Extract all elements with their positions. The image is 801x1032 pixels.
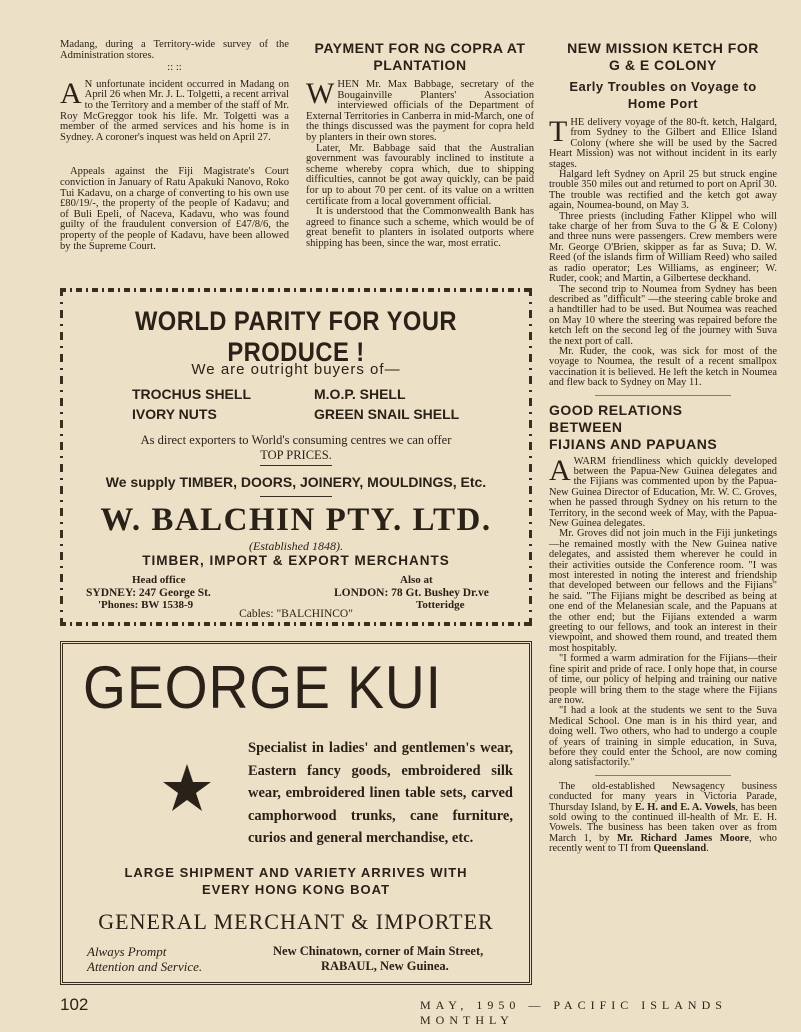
kui-always-l2: Attention and Service. xyxy=(87,959,203,974)
ad-item-snail: GREEN SNAIL SHELL xyxy=(314,406,460,422)
article-title-ketch: NEW MISSION KETCH FOR G & E COLONY xyxy=(567,40,759,73)
article-appeals: Appeals against the Fiji Magistrate's Court conviction in January of Ratu Apakuki Nanovo, Roko Tui Kadavu, on a charge of converting to his own use £80/19/-, the property of the people of Kadavu; and of Buli Epeli, of Naceva, Kadavu, who was found guilty of the fraudulent conversion of £47/8/6, the property of the people of Kadavu, have been allowed by the Supreme Court. xyxy=(60,166,289,252)
article-subtitle-ketch: Early Troubles on Voyage to Home Port xyxy=(569,79,757,111)
george-kui-advertisement xyxy=(60,641,532,985)
intro-text: Madang, during a Territory-wide survey of the Administration stores. xyxy=(60,39,289,61)
kui-shipment-l2: EVERY HONG KONG BOAT xyxy=(201,882,391,897)
kui-name: GEORGE KUI xyxy=(83,654,442,721)
ad-established: (Established 1848). xyxy=(249,539,343,553)
article-copra-p1: WHEN Mr. Max Babbage, secretary of the Bougainville Planters' Association interviewed officials of the Department of External Territories in Canberra in mid-March, one of the things discussed was the payment for copra held by planters in their own stores. xyxy=(306,77,534,143)
article-ketch-p4: The second trip to Noumea from Sydney has been described as "difficult" —the steering cable broke and a handtiller had to be used. But Noumea was reached on May 10 where the steering was repaired before the ketch left on the second leg of the journey with Suva the next port of call. xyxy=(549,283,777,347)
ad-rule xyxy=(260,496,332,497)
article-relations-p4: "I had a look at the students we sent to the Suva Medical School. One man is in his third year, and doing well. Two others, who had to undergo a couple of years of training in simple education, in Suva, before they could enter the School, are now coming along satisfactorily." xyxy=(549,705,777,769)
ad-headline: WORLD PARITY FOR YOUR PRODUCE ! xyxy=(134,306,458,367)
article-ketch-p3: Three priests (including Father Klippel who will take charge of her from Suva to the G & E Colony) and three nuns were passengers. Crew members were Mr. George O'Brien, skipper as far as Suva; D. W. Reed (of the islands firm of William Reed) who sailed as radio operator; Les Williams, as engineer; W. Ruder, cook; and Martin, a Gilbertese deckhand. xyxy=(549,210,777,285)
ad-merchants: TIMBER, IMPORT & EXPORT MERCHANTS xyxy=(142,553,450,568)
kui-address-l2: RABAUL, New Guinea. xyxy=(321,959,449,973)
page-footer: MAY, 1950 — PACIFIC ISLANDS MONTHLY xyxy=(420,998,727,1027)
ad-phones: 'Phones: BW 1538-9 xyxy=(98,599,194,611)
article-copra-p3: It is understood that the Commonwealth Bank has agreed to finance such a scheme, which would be of great benefit to planters in isolated outports where shipping has been, since the war, most erratic. xyxy=(306,206,534,249)
article-tolgetti: A N unfortunate incident occurred in Madang on April 26 when Mr. J. L. Tolgetti, a recent arrival to the Territory and a member of the staff of Mr. Roy McGreggor took his life. Mr. Tolgetti was a member of the armed services and his home is in Sydney. A coroner's inquest was held on April 27. xyxy=(60,76,289,143)
article-title-relations: GOOD RELATIONS BETWEEN FIJIANS AND PAPUANS xyxy=(549,401,718,452)
article-ketch-p5: Mr. Ruder, the cook, was sick for most of the voyage to Noumea, the result of a recent smallpox vaccination it is believed. He left the ketch in Noumea and flew back to Sydney on May 11. xyxy=(549,345,777,389)
ad-rule xyxy=(260,465,332,466)
column-2 xyxy=(306,40,534,250)
ad-top-prices: TOP PRICES. xyxy=(260,448,332,462)
ad-also-at: Also at xyxy=(400,574,433,586)
article-relations-p1: AWARM friendliness which quickly developed between the Papua-New Guinea delegates and the Fijians was commented upon by the Papua-New Guinea Director of Education, Mr. W. C. Groves, when he passed through Sydney on his return to the Territory, in the second week of May, with the Papua-New Guinea delegates. xyxy=(549,453,777,529)
ad-cables: Cables: "BALCHINCO" xyxy=(239,608,353,620)
ad-company: W. BALCHIN PTY. LTD. xyxy=(100,502,492,538)
page-number: 102 xyxy=(60,995,89,1014)
kui-always-l1: Always Prompt xyxy=(87,944,167,959)
divider-rule xyxy=(595,395,732,396)
kui-address-l1: New Chinatown, corner of Main Street, xyxy=(273,944,484,958)
divider: :: :: xyxy=(167,62,182,74)
star-icon xyxy=(161,762,213,814)
article-ketch-p2: Halgard left Sydney on April 25 but struck engine trouble 350 miles out and returned to port on April 30. The trouble was rectified and the ketch got away again, Noumea-bound, on May 3. xyxy=(549,169,777,212)
kui-shipment-l1: LARGE SHIPMENT AND VARIETY ARRIVES WITH xyxy=(124,865,468,880)
column-3 xyxy=(549,40,777,855)
ad-supply: We supply TIMBER, DOORS, JOINERY, MOULDINGS, Etc. xyxy=(105,474,487,490)
article-ketch-p1: THE delivery voyage of the 80-ft. ketch, Halgard, from Sydney to the Gilbert and Ellice Island Colony (where she will be used by the Sacred Heart Mission) was not without incident in its early stages. xyxy=(549,115,777,170)
article-relations-p3: "I formed a warm admiration for the Fijians—their fine spirit and pride of race. I only hope that, in course of time, our policy of helping and training our native people will bring them to the stage where the Fijians are now. xyxy=(549,653,777,706)
ad-sydney: SYDNEY: 247 George St. xyxy=(86,587,211,599)
kui-general-merchant: GENERAL MERCHANT & IMPORTER xyxy=(98,909,494,934)
ad-totteridge: Totteridge xyxy=(416,599,465,611)
ad-exporters: As direct exporters to World's consuming centres we can offer xyxy=(140,433,452,447)
drop-cap: A xyxy=(60,76,82,110)
ad-item-ivory: IVORY NUTS xyxy=(132,406,217,422)
balchin-advertisement xyxy=(60,288,532,626)
article-relations-p2: Mr. Groves did not join much in the Fiji junketings—he remained mostly with the New Guinea native delegates, and assisted them wherever he could in their activities outside the Conference room. "I was most interested in noting the interest and friendship that developed between our fellows and the Fijians" he said. "The Fijians might be described as being at one end of the Melanesian scale, and the Papuans at the other end; but the Fijians extended a warm greeting to our fellows, and took an interest in their viewpoint, and showed them round, and treated them most hospitably. xyxy=(549,528,777,654)
ad-border-top xyxy=(60,288,532,292)
ad-item-mop: M.O.P. SHELL xyxy=(314,386,406,402)
column-1 xyxy=(60,40,289,252)
article-title: PAYMENT FOR NG COPRA AT PLANTATION xyxy=(314,40,526,73)
ad-border-bottom xyxy=(60,622,532,626)
ad-item-trochus: TROCHUS SHELL xyxy=(132,386,251,402)
article-newsagency: The old-established Newsagency business conducted for many years in Victoria Parade, Thursday Island, by E. H. and E. A. Vowels, has been sold owing to the continued ill-health of Mr. E. H. Vowels. The business has been taken over as from March 1, by Mr. Richard James Moore, who recently went to TI from Queensland. xyxy=(549,780,778,855)
article-copra-p2: Later, Mr. Babbage said that the Australian government was favourably inclined to institute a scheme whereby copra which, due to shipping difficulties, cannot be got away quickly, can be paid for up to about 70 per cent. of its value on a written certificate from a local government official. xyxy=(306,142,534,207)
divider-rule xyxy=(595,775,732,776)
ad-london: LONDON: 78 Gt. Bushey Dr.ve xyxy=(334,587,489,599)
kui-specialist: Specialist in ladies' and gentlemen's wear, Eastern fancy goods, embroidered silk wear, embroidered linen table sets, carved camphorwood trunks, cane furniture, curios and general merchandise, etc. xyxy=(248,740,513,846)
ad-buyers: We are outright buyers of— xyxy=(191,361,401,378)
ad-head-office-label: Head office xyxy=(132,574,186,586)
